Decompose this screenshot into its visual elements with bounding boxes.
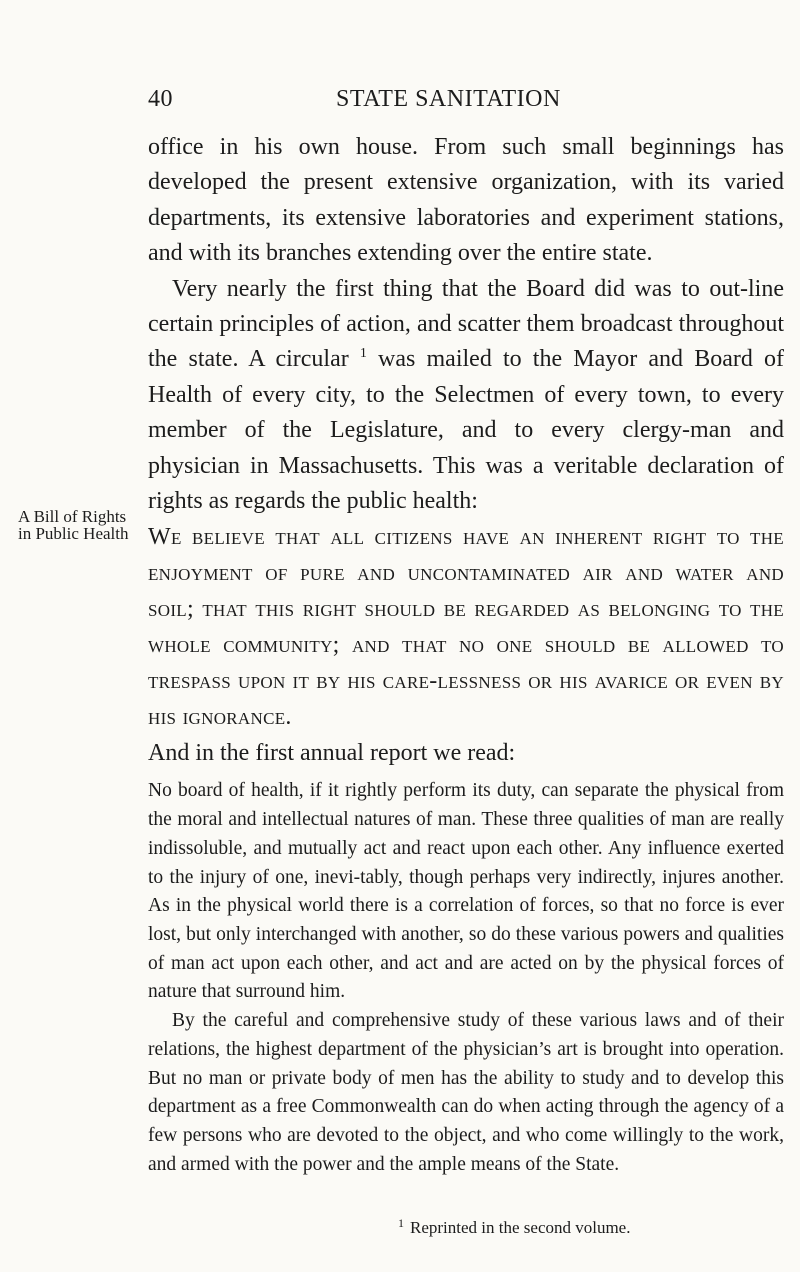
- body-text: [148, 130, 784, 1179]
- quote-paragraph-1: No board of health, if it rightly perform its duty, can separate the physical from the moral and intellectual natures of man. These three qualities of man are really indissoluble, and mutually act and react upon each other. Any influence exerted to the injury of one, inevi-tably, though perhaps very indirectly, injures another. As in the physical world there is a correlation of forces, so that no force is ever lost, but only interchanged with another, so do these various powers and qualities of man act upon each other, and act and are acted on by the physical forces of nature that surround him.: [148, 780, 784, 1003]
- footnote-reference: 1: [359, 346, 367, 362]
- paragraph-2: [148, 272, 784, 520]
- page-number: 40: [148, 86, 173, 112]
- paragraph-1: office in his own house. From such small beginnings has developed the present extensive organization, with its varied departments, its extensive laboratories and experiment stations, and with its branches extending over the entire state.: [148, 134, 784, 267]
- page-header: [148, 86, 784, 122]
- footnote-mark: 1: [398, 1216, 404, 1230]
- paragraph-2-text-a: Very nearly the first thing that the Board did was to out-line certain principles of action, and scatter them broadcast throughout the state. A circular: [148, 275, 784, 373]
- paragraph-2-text-b: was mailed to the Mayor and Board of Health of every city, to the Selectmen of every town, to every member of the Legislature, and to every clergy-man and physician in Massachusetts. This was a veritable declaration of rights as regards the public health:: [148, 346, 784, 515]
- footnote-text: Reprinted in the second volume.: [410, 1218, 631, 1237]
- footnote: [398, 1216, 630, 1238]
- margin-note: A Bill of Rights in Public Health: [18, 507, 129, 543]
- declaration-of-rights: We believe that all citizens have an inherent right to the enjoyment of pure and uncontaminated air and water and soil; that this right should be regarded as belonging to the whole community; and that no one should be allowed to trespass upon it by his care-lessness or his avarice or even by his ignorance.: [148, 524, 784, 731]
- running-head: STATE SANITATION: [336, 86, 561, 112]
- quote-paragraph-2: By the careful and comprehensive study of these various laws and of their relations, the highest department of the physician’s art is brought into operation. But no man or private body of men has the ability to study and to develop this department as a free Commonwealth can do when acting through the agency of a few persons who are devoted to the object, and who come willingly to the work, and armed with the power and the ample means of the State.: [148, 1010, 784, 1175]
- report-intro: And in the first annual report we read:: [148, 740, 516, 767]
- report-quotation: [148, 777, 784, 1179]
